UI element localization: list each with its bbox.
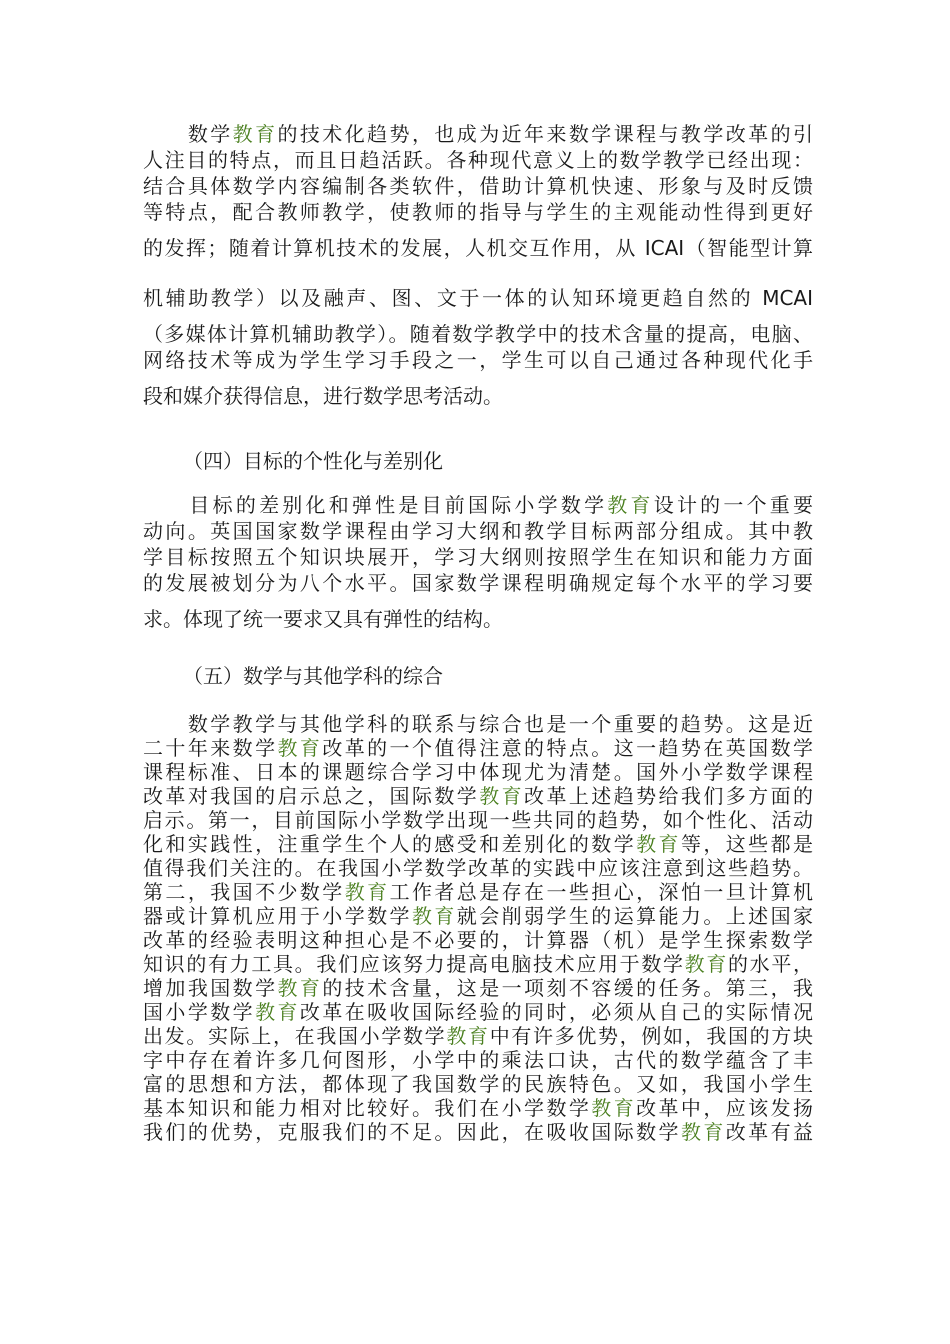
keyword-link[interactable]: 教育 [684, 952, 729, 976]
text-line: 我们的优势，克服我们的不足。因此，在吸收国际数学教育改革有益 [143, 1120, 814, 1144]
text-line: 增加我国数学教育的技术含量，这是一项刻不容缓的任务。第三，我 [143, 976, 814, 1000]
text-line: 字中存在着许多几何图形，小学中的乘法口诀，古代的数学蕴含了丰 [143, 1048, 813, 1072]
keyword-link[interactable]: 教育 [344, 880, 390, 904]
text-line: 等特点，配合教师教学，使教师的指导与学生的主观能动性得到更好 [143, 200, 813, 224]
text-line: 改革对我国的启示总之，国际数学教育改革上述趋势给我们多方面的 [143, 784, 814, 808]
text-line: 求。体现了统一要求又具有弹性的结构。 [143, 607, 503, 631]
text-line: （多媒体计算机辅助教学）。随着数学教学中的技术含量的提高，电脑、 [143, 322, 813, 346]
acronym: ICAI [644, 236, 685, 260]
text-line: 段和媒介获得信息，进行数学思考活动。 [143, 384, 503, 408]
text-line: 改革的经验表明这种担心是不必要的，计算器（机）是学生探索数学 [143, 928, 813, 952]
section-heading-4: （四）目标的个性化与差别化 [183, 449, 443, 473]
text-line: 知识的有力工具。我们应该努力提高电脑技术应用于数学教育的水平， [143, 952, 814, 976]
text-line: 化和实践性，注重学生个人的感受和差别化的数学教育等，这些都是 [143, 832, 814, 856]
keyword-link[interactable]: 教育 [255, 1000, 300, 1024]
text-line: 启示。第一，目前国际小学数学出现一些共同的趋势，如个性化、活动 [143, 808, 813, 832]
keyword-link[interactable]: 教育 [591, 1096, 637, 1120]
text-line: 数学教育的技术化趋势，也成为近年来数学课程与教学改革的引 [143, 122, 814, 146]
text-line: 基本知识和能力相对比较好。我们在小学数学教育改革中，应该发扬 [143, 1096, 814, 1120]
text-line: 的发挥；随着计算机技术的发展，人机交互作用，从 ICAI（智能型计算 [143, 236, 814, 260]
text-line: 国小学数学教育改革在吸收国际经验的同时，必须从自己的实际情况 [143, 1000, 814, 1024]
text-line: 出发。实际上，在我国小学数学教育中有许多优势，例如，我国的方块 [143, 1024, 814, 1048]
keyword-link[interactable]: 教育 [232, 122, 278, 146]
text-line: 课程标准、日本的课题综合学习中体现尤为清楚。国外小学数学课程 [143, 760, 813, 784]
keyword-link[interactable]: 教育 [636, 832, 681, 856]
text-line: 学目标按照五个知识块展开，学习大纲则按照学生在知识和能力方面 [143, 545, 813, 569]
text-line: 值得我们关注的。在我国小学数学改革的实践中应该注意到这些趋势。 [143, 856, 813, 880]
text-line: 的发展被划分为八个水平。国家数学课程明确规定每个水平的学习要 [143, 571, 813, 595]
text-line: 第二，我国不少数学教育工作者总是存在一些担心，深怕一旦计算机 [143, 880, 814, 904]
text-line: 富的思想和方法，都体现了我国数学的民族特色。又如，我国小学生 [143, 1072, 813, 1096]
keyword-link[interactable]: 教育 [479, 784, 525, 808]
keyword-link[interactable]: 教育 [411, 904, 457, 928]
text-line: 机辅助教学）以及融声、图、文于一体的认知环境更趋自然的 MCAI [143, 286, 813, 310]
keyword-link[interactable]: 教育 [446, 1024, 490, 1048]
acronym: MCAI [762, 286, 813, 310]
text-line: 器或计算机应用于小学数学教育就会削弱学生的运算能力。上述国家 [143, 904, 814, 928]
section-heading-5: （五）数学与其他学科的综合 [183, 664, 443, 688]
text-line: 结合具体数学内容编制各类软件，借助计算机快速、形象与及时反馈 [143, 174, 813, 198]
keyword-link[interactable]: 教育 [607, 493, 654, 517]
text-line: 目标的差别化和弹性是目前国际小学数学教育设计的一个重要 [143, 493, 814, 517]
text-line: 数学教学与其他学科的联系与综合也是一个重要的趋势。这是近 [143, 712, 813, 736]
text-line: 人注目的特点，而且日趋活跃。各种现代意义上的数学教学已经出现： [143, 148, 813, 172]
keyword-link[interactable]: 教育 [277, 736, 323, 760]
keyword-link[interactable]: 教育 [277, 976, 323, 1000]
text-line: 网络技术等成为学生学习手段之一，学生可以自己通过各种现代化手 [143, 348, 813, 372]
text-line: 二十年来数学教育改革的一个值得注意的特点。这一趋势在英国数学 [143, 736, 814, 760]
text-line: 动向。英国国家数学课程由学习大纲和教学目标两部分组成。其中教 [143, 519, 813, 543]
keyword-link[interactable]: 教育 [680, 1120, 726, 1144]
